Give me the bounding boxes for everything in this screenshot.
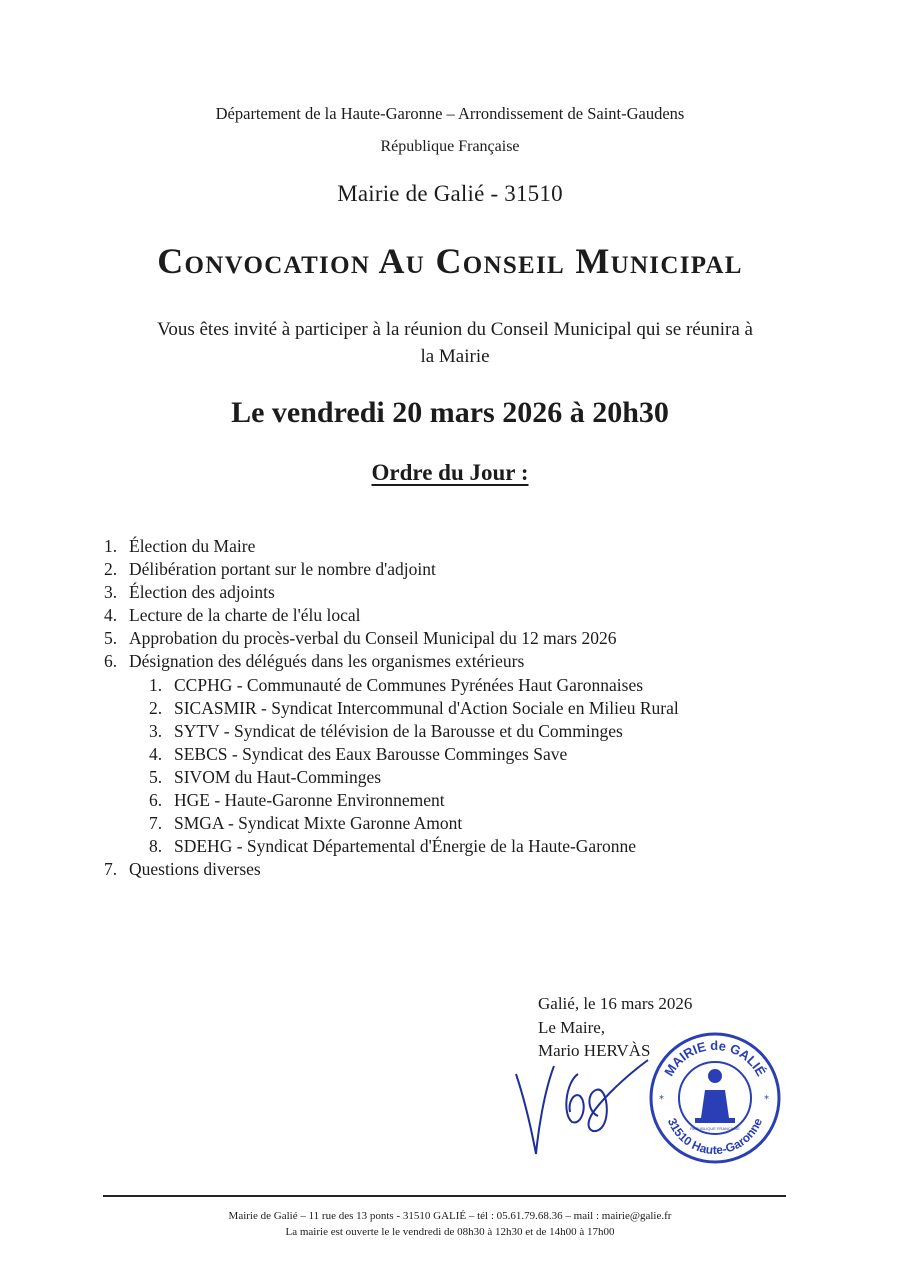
agenda-subitem-text: HGE - Haute-Garonne Environnement [174, 790, 445, 811]
agenda-list [104, 535, 679, 881]
stamp-bottom-text: 31510 Haute-Garonne [664, 1116, 766, 1158]
handwritten-signature [508, 1052, 658, 1162]
agenda-item-number: 3. [104, 582, 118, 603]
marianne-emblem [695, 1069, 735, 1123]
agenda-subitem-number: 8. [149, 836, 163, 857]
agenda-heading-text: Ordre du Jour : [371, 460, 529, 485]
agenda-item-text: Élection des adjoints [129, 582, 275, 603]
agenda-subitem [149, 766, 679, 789]
signoff-place-date: Galié, le 16 mars 2026 [538, 994, 693, 1013]
agenda-subitem [149, 812, 679, 835]
agenda-subitem [149, 697, 679, 720]
republic-line: République Française [380, 138, 520, 155]
agenda-item-number: 6. [104, 651, 118, 672]
agenda-item-text: Désignation des délégués dans les organismes extérieurs [129, 651, 525, 672]
stamp-inner-text: RÉPUBLIQUE FRANÇAISE [690, 1126, 740, 1131]
agenda-subitem-number: 1. [149, 674, 163, 695]
footer-contact: Mairie de Galié – 11 rue des 13 ponts - 31510 GALIÉ – tél : 05.61.79.68.36 – mail : mairie@galie.fr [228, 1210, 672, 1222]
agenda-item [104, 535, 679, 558]
signoff-name: Mario HERVÀS [538, 1041, 651, 1060]
agenda-item [104, 627, 679, 650]
agenda-subitem [149, 720, 679, 743]
agenda-item-number: 7. [104, 859, 118, 880]
agenda-subitem-text: SIVOM du Haut-Comminges [174, 766, 382, 787]
agenda-subitem-text: SYTV - Syndicat de télévision de la Barousse et du Comminges [174, 720, 623, 741]
agenda-item [104, 650, 679, 858]
mairie-heading: Mairie de Galié - 31510 [337, 181, 563, 206]
agenda-item-text: Questions diverses [129, 859, 261, 880]
agenda-subitem [149, 789, 679, 812]
town-hall-stamp [645, 1028, 785, 1168]
footer [0, 1208, 900, 1240]
meeting-date: Le vendredi 20 mars 2026 à 20h30 [231, 396, 669, 429]
stamp-star-icon: * [764, 1094, 769, 1105]
agenda-item [104, 581, 679, 604]
agenda-subitem [149, 835, 679, 858]
agenda-item [104, 558, 679, 581]
agenda-subitem-text: SICASMIR - Syndicat Intercommunal d'Action Sociale en Milieu Rural [174, 697, 679, 718]
agenda-subitem-text: SMGA - Syndicat Mixte Garonne Amont [174, 813, 463, 834]
agenda-item-number: 2. [104, 559, 118, 580]
invitation-text [100, 316, 810, 370]
agenda-item-number: 5. [104, 628, 118, 649]
agenda-subitem-number: 2. [149, 697, 163, 718]
agenda-item-text: Délibération portant sur le nombre d'adjoint [129, 559, 436, 580]
agenda-subitem-number: 7. [149, 813, 163, 834]
document-title: Convocation Au Conseil Municipal [157, 241, 743, 281]
agenda-subitem-text: CCPHG - Communauté de Communes Pyrénées Haut Garonnaises [174, 674, 644, 695]
stamp-top-text: MAIRIE de GALIÉ [661, 1037, 769, 1079]
invitation-line-1: Vous êtes invité à participer à la réunion du Conseil Municipal qui se réunira à [157, 319, 753, 340]
agenda-subitem [149, 674, 679, 697]
agenda-item-text: Lecture de la charte de l'élu local [129, 605, 361, 626]
agenda-heading [0, 460, 900, 486]
footer-divider [103, 1195, 786, 1197]
agenda-subitem [149, 743, 679, 766]
agenda-sublist [129, 674, 679, 859]
stamp-star-icon: * [659, 1094, 664, 1105]
agenda-item [104, 604, 679, 627]
agenda-subitem-text: SEBCS - Syndicat des Eaux Barousse Comminges Save [174, 743, 568, 764]
department-line: Département de la Haute-Garonne – Arrondissement de Saint-Gaudens [215, 104, 685, 123]
agenda-item-number: 1. [104, 536, 118, 556]
agenda-subitem-number: 5. [149, 766, 163, 787]
agenda-item-text: Approbation du procès-verbal du Conseil Municipal du 12 mars 2026 [129, 628, 617, 649]
footer-hours: La mairie est ouverte le le vendredi de 08h30 à 12h30 et de 14h00 à 17h00 [285, 1226, 615, 1238]
agenda-subitem-number: 4. [149, 743, 163, 764]
agenda-subitem-number: 3. [149, 720, 163, 741]
agenda-item-number: 4. [104, 605, 118, 626]
agenda-subitem-text: SDEHG - Syndicat Départemental d'Énergie de la Haute-Garonne [174, 836, 637, 857]
invitation-line-2: la Mairie [420, 346, 490, 367]
agenda-item-text: Élection du Maire [129, 536, 256, 556]
signoff-role: Le Maire, [538, 1017, 606, 1037]
agenda-item [104, 858, 679, 881]
agenda-subitem-number: 6. [149, 790, 163, 811]
